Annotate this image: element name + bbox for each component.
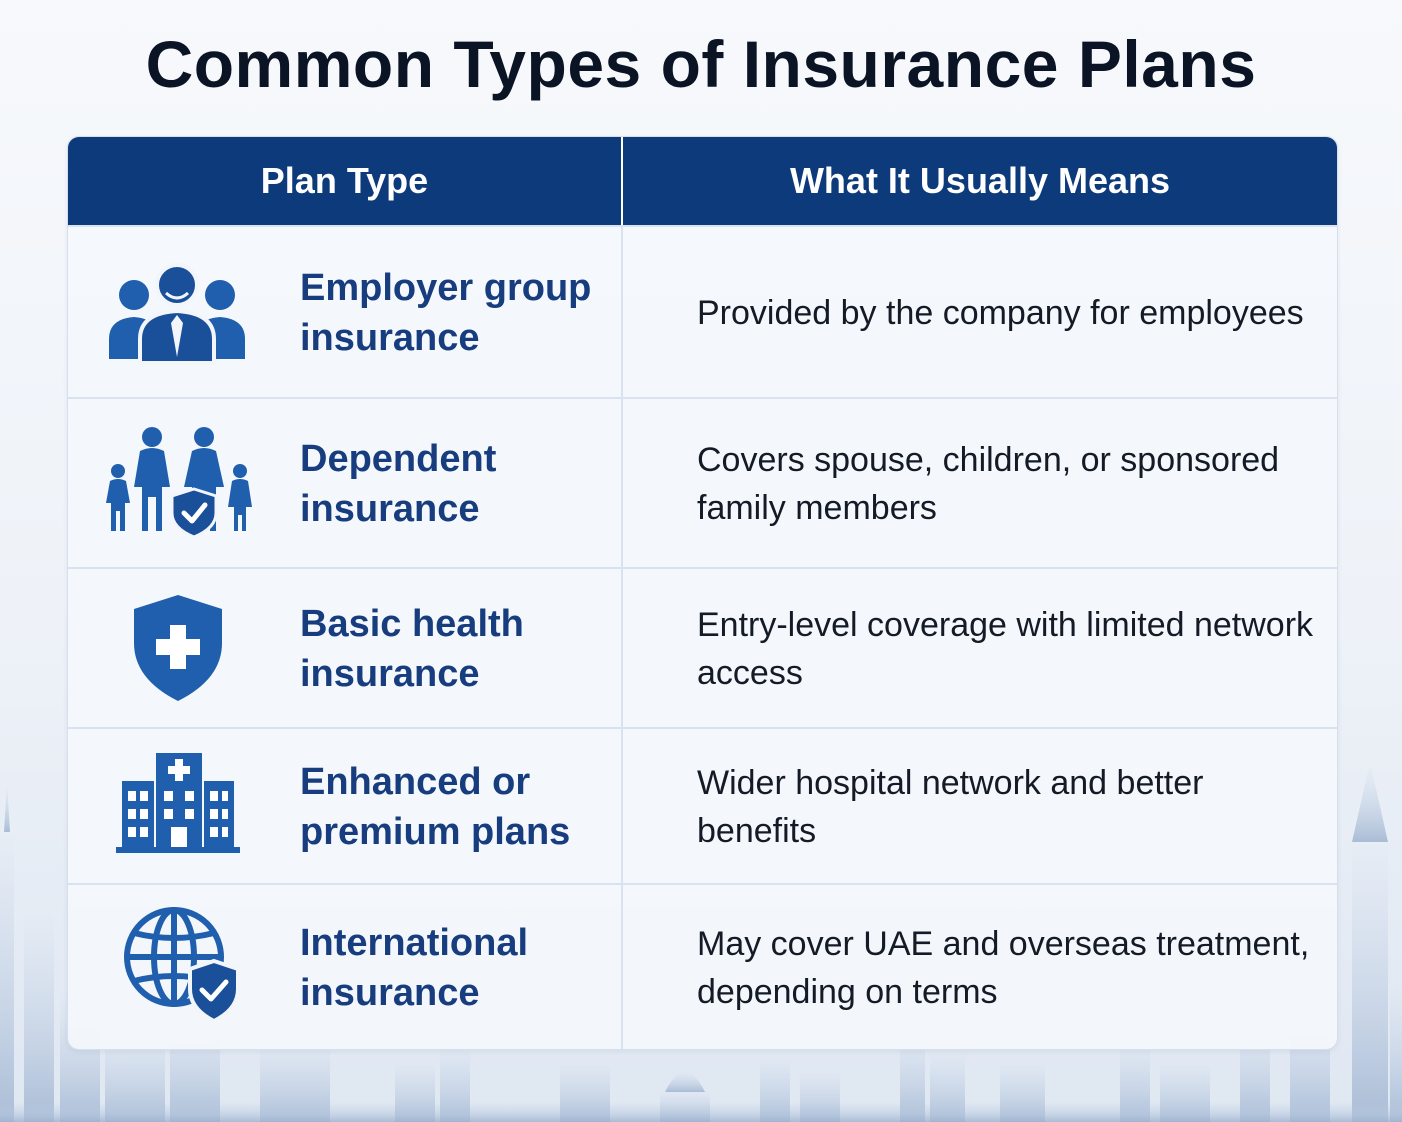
table-row-employer <box>68 225 1337 399</box>
table-row-enhanced <box>68 727 1337 885</box>
table-row-basic-health <box>68 567 1337 729</box>
header-what-it-means: What It Usually Means <box>789 160 1171 201</box>
plan-type-cell <box>68 885 623 1050</box>
plan-type-cell <box>68 729 623 885</box>
plan-name: Dependent insurance <box>300 438 497 530</box>
plan-meaning: Wider hospital network and better benefits <box>697 764 1204 850</box>
meaning-cell <box>623 399 1337 569</box>
hospital-icon <box>116 751 240 855</box>
insurance-plans-table <box>67 136 1338 1050</box>
plan-name: Employer group insurance <box>300 267 592 359</box>
plan-name: Basic health insurance <box>300 603 524 695</box>
plan-name: International insurance <box>300 922 529 1014</box>
plan-meaning: Covers spouse, children, or sponsored family members <box>697 441 1280 527</box>
plan-type-cell <box>68 227 623 399</box>
meaning-cell <box>623 227 1337 399</box>
table-row-international <box>68 883 1337 1050</box>
plan-meaning: May cover UAE and overseas treatment, depending on terms <box>697 925 1310 1011</box>
meaning-cell <box>623 885 1337 1050</box>
table-row-dependent <box>68 397 1337 569</box>
table-header-row <box>68 137 1337 225</box>
plan-type-cell <box>68 399 623 569</box>
employer-group-icon <box>106 259 248 365</box>
meaning-cell <box>623 729 1337 885</box>
plan-type-cell <box>68 569 623 729</box>
plan-meaning: Provided by the company for employees <box>697 294 1304 332</box>
globe-shield-icon <box>122 905 242 1023</box>
family-shield-icon <box>104 425 254 537</box>
plan-meaning: Entry-level coverage with limited network access <box>697 606 1314 692</box>
page-title: Common Types of Insurance Plans <box>145 27 1257 101</box>
health-shield-icon <box>132 593 224 703</box>
plan-name: Enhanced or premium plans <box>300 761 571 853</box>
meaning-cell <box>623 569 1337 729</box>
header-plan-type: Plan Type <box>68 137 623 225</box>
